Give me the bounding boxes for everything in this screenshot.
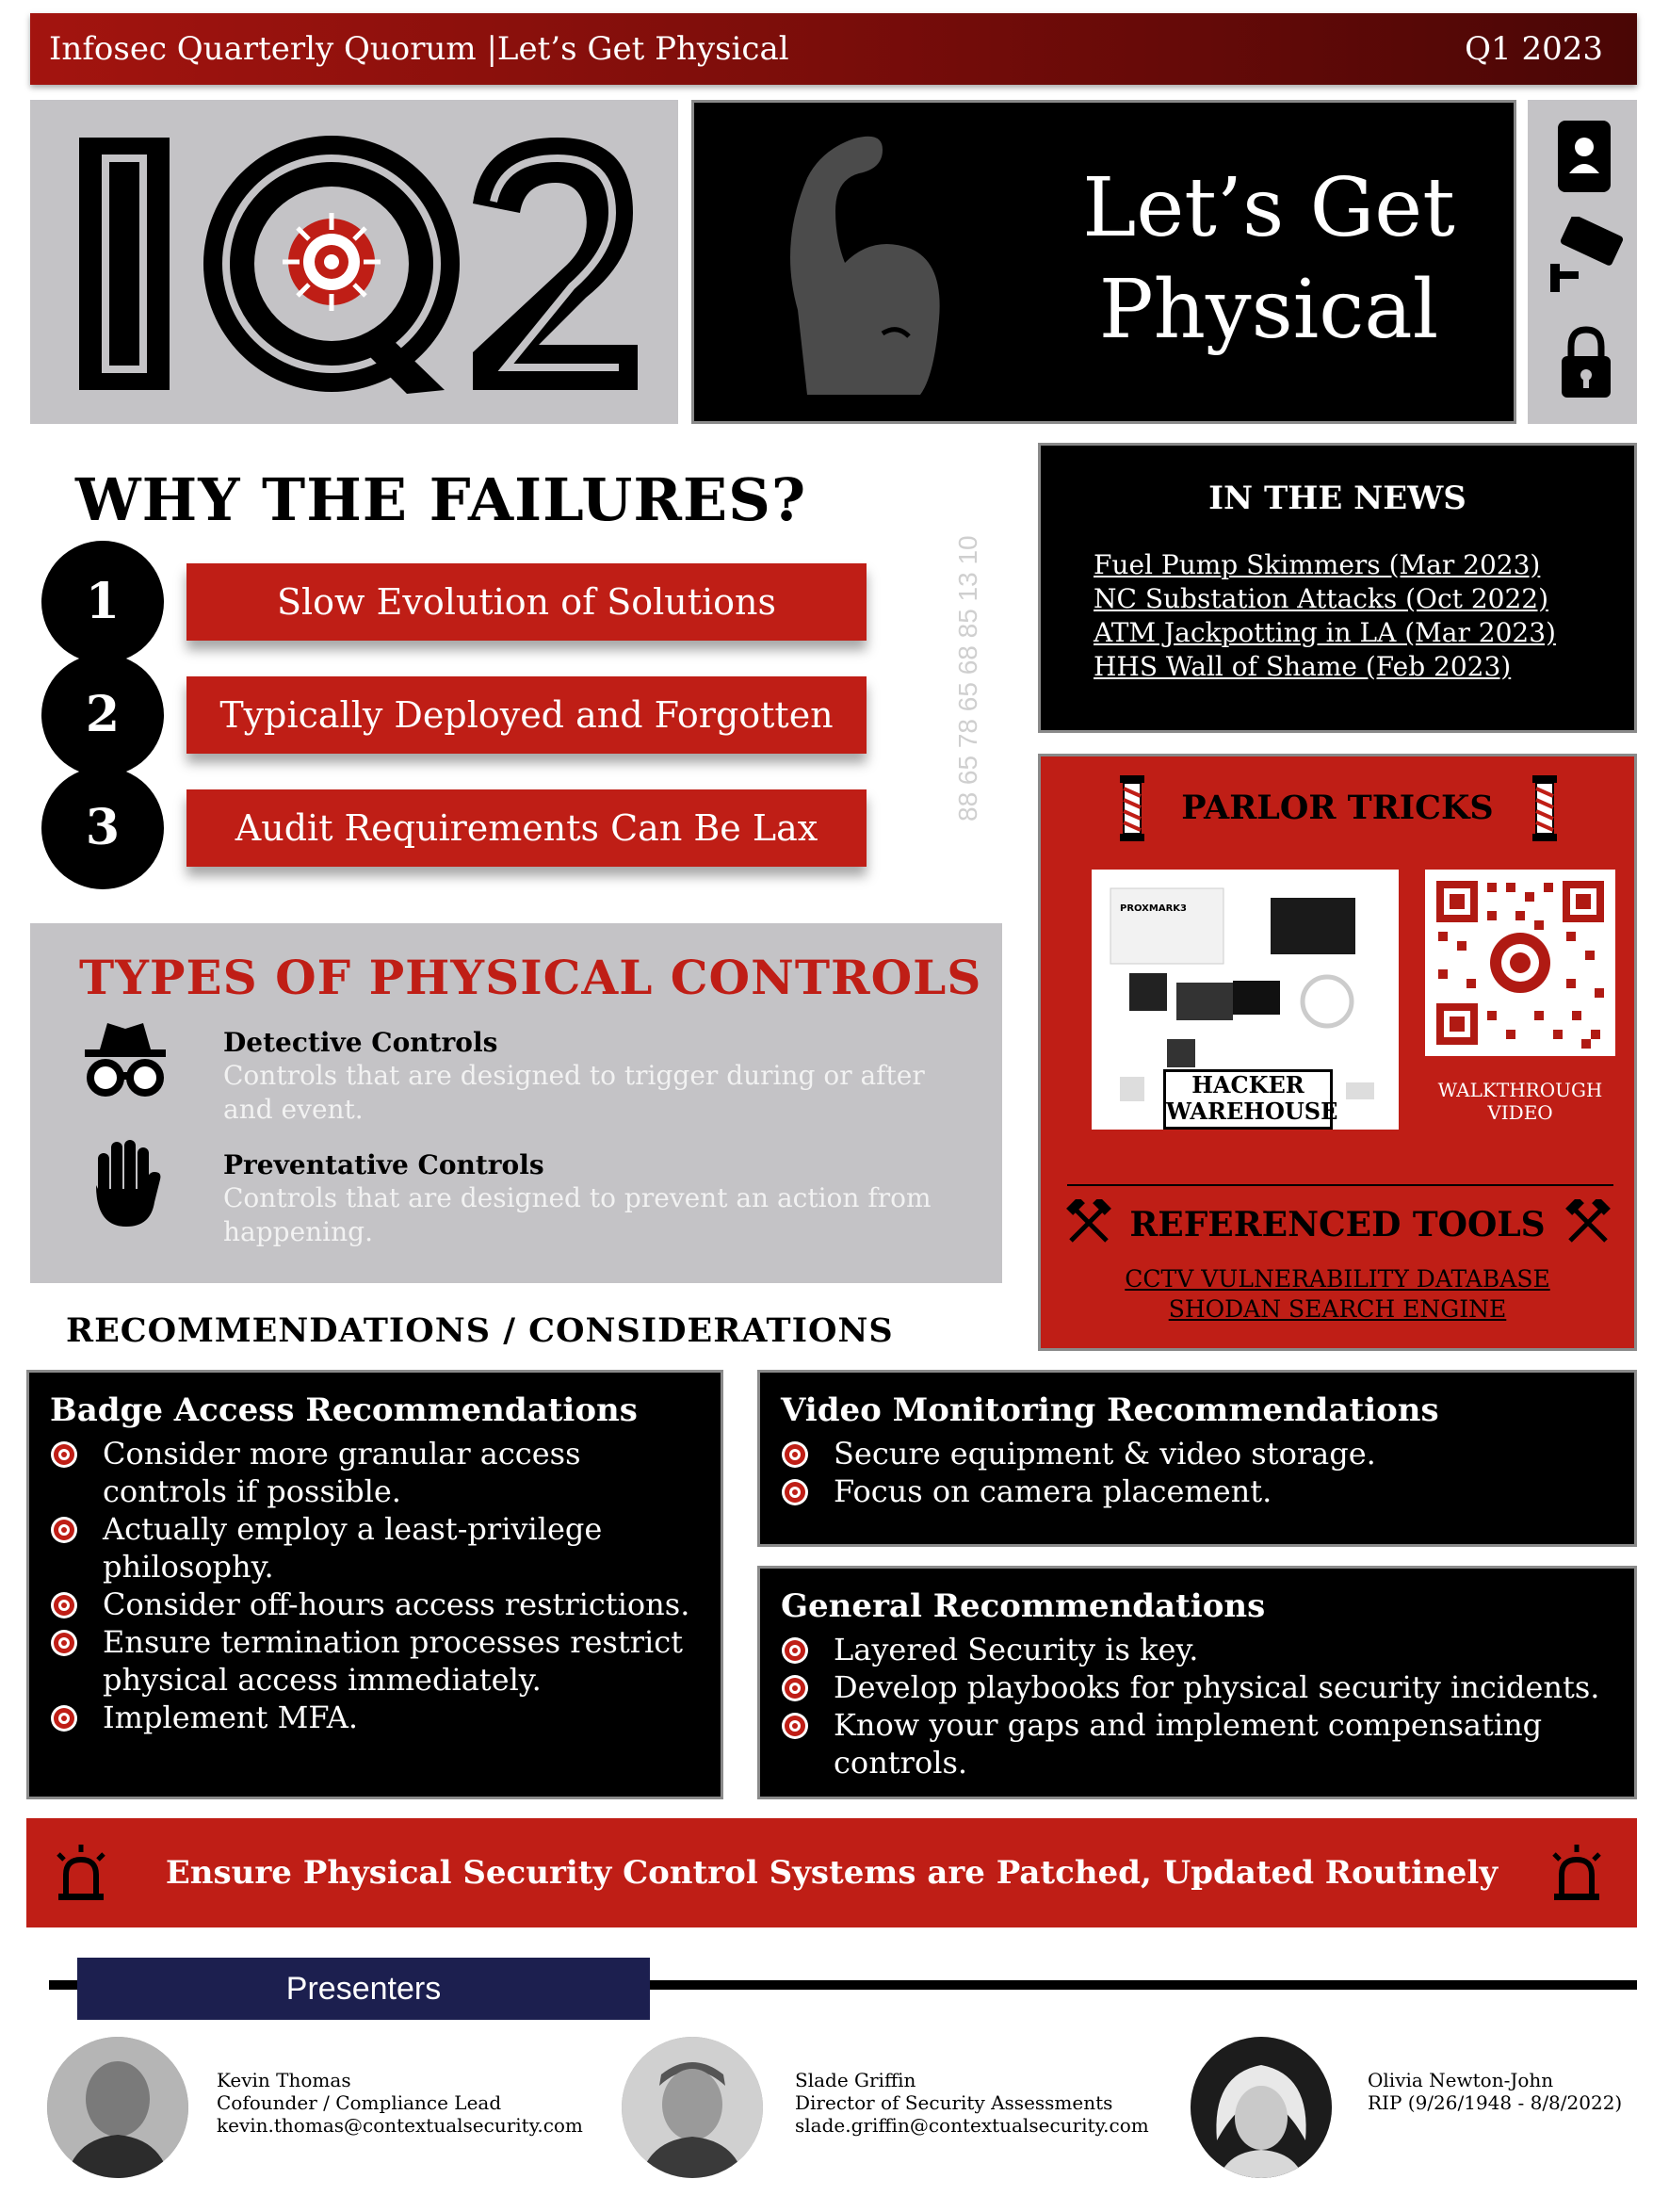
target-bullet-icon bbox=[781, 1440, 809, 1469]
walkthrough-qr-code[interactable] bbox=[1425, 870, 1615, 1056]
target-bullet-icon bbox=[50, 1591, 78, 1619]
vertical-number-string: 88 65 78 65 68 85 13 10 bbox=[953, 535, 982, 821]
list-item bbox=[781, 1706, 1619, 1781]
hero-title-line2: Physical bbox=[1098, 263, 1439, 357]
hero-title bbox=[1061, 157, 1476, 361]
recommendations-title: RECOMMENDATIONS / CONSIDERATIONS bbox=[66, 1311, 894, 1350]
person-portrait-icon bbox=[47, 2037, 188, 2178]
presenter-email[interactable]: slade.griffin@contextualsecurity.com bbox=[795, 2114, 1149, 2137]
reason-3: Audit Requirements Can Be Lax bbox=[186, 789, 867, 867]
hacker-warehouse-line1: HACKER bbox=[1191, 1071, 1304, 1098]
target-bullet-icon bbox=[781, 1478, 809, 1506]
general-item-text: Layered Security is key. bbox=[834, 1632, 1199, 1667]
id-badge-icon bbox=[1556, 119, 1612, 194]
security-icons-column bbox=[1528, 100, 1637, 424]
hacker-warehouse-line2: WAREHOUSE bbox=[1166, 1098, 1338, 1125]
types-title: TYPES OF PHYSICAL CONTROLS bbox=[79, 950, 982, 1005]
presenter-kevin bbox=[217, 2069, 583, 2137]
presenter-olivia bbox=[1368, 2069, 1622, 2114]
video-monitoring-box bbox=[757, 1370, 1637, 1547]
general-item-text: Develop playbooks for physical security incidents. bbox=[834, 1669, 1600, 1705]
parlor-title: PARLOR TRICKS bbox=[1181, 789, 1494, 827]
spy-incognito-icon bbox=[83, 1017, 168, 1102]
walkthrough-video-label: WALKTHROUGH VIDEO bbox=[1437, 1079, 1603, 1124]
reason-number-2: 2 bbox=[41, 654, 164, 776]
flexed-arm-icon bbox=[741, 122, 948, 404]
general-recommendations-box bbox=[757, 1566, 1637, 1799]
header-title: Infosec Quarterly Quorum |Let’s Get Physical bbox=[49, 30, 789, 68]
badge-access-list bbox=[50, 1435, 709, 1736]
avatar-olivia-newton-john bbox=[1191, 2037, 1332, 2178]
list-item bbox=[50, 1623, 709, 1699]
avatar-slade-griffin bbox=[622, 2037, 763, 2178]
hero-panel bbox=[691, 100, 1516, 424]
list-item bbox=[50, 1699, 709, 1736]
person-portrait-icon bbox=[1191, 2037, 1332, 2178]
preventative-controls-heading: Preventative Controls bbox=[223, 1149, 544, 1180]
top-header-bar bbox=[30, 13, 1637, 85]
hero-title-line1: Let’s Get bbox=[1082, 161, 1455, 255]
target-bullet-icon bbox=[50, 1516, 78, 1544]
proxmark-product-image bbox=[1092, 870, 1399, 1130]
badge-item-text: Implement MFA. bbox=[103, 1700, 359, 1735]
presenters-tab: Presenters bbox=[77, 1958, 650, 2020]
parlor-divider bbox=[1067, 1184, 1613, 1186]
list-item bbox=[781, 1668, 1619, 1706]
presenter-name: Olivia Newton-John bbox=[1368, 2069, 1554, 2091]
proxmark-label: PROXMARK3 bbox=[1120, 903, 1187, 914]
list-item bbox=[781, 1472, 1619, 1510]
general-recommendations-title: General Recommendations bbox=[781, 1587, 1266, 1625]
news-link-2[interactable]: NC Substation Attacks (Oct 2022) bbox=[1094, 583, 1549, 614]
target-bullet-icon bbox=[50, 1440, 78, 1469]
news-link-1[interactable]: Fuel Pump Skimmers (Mar 2023) bbox=[1094, 549, 1541, 580]
badge-access-title: Badge Access Recommendations bbox=[50, 1391, 638, 1429]
list-item bbox=[50, 1435, 709, 1510]
detective-controls-desc: Controls that are designed to trigger during or after and event. bbox=[223, 1060, 925, 1125]
detective-controls-heading: Detective Controls bbox=[223, 1027, 498, 1058]
badge-item-text: Consider more granular access controls if possible. bbox=[103, 1436, 581, 1509]
target-bullet-icon bbox=[781, 1712, 809, 1740]
news-link-3[interactable]: ATM Jackpotting in LA (Mar 2023) bbox=[1094, 617, 1556, 648]
presenter-name: Kevin Thomas bbox=[217, 2069, 351, 2091]
hacker-warehouse-logo bbox=[1163, 1069, 1338, 1130]
presenter-role: Cofounder / Compliance Lead bbox=[217, 2091, 502, 2114]
presenter-role: RIP (9/26/1948 - 8/8/2022) bbox=[1368, 2091, 1623, 2114]
iq2-logo-panel bbox=[30, 100, 678, 424]
badge-item-text: Ensure termination processes restrict physical access immediately. bbox=[103, 1624, 684, 1698]
reason-number-3: 3 bbox=[41, 767, 164, 889]
tool-link-cctv[interactable]: CCTV VULNERABILITY DATABASE bbox=[1125, 1265, 1550, 1293]
general-item-text: Know your gaps and implement compensating controls. bbox=[834, 1707, 1543, 1781]
presenter-email[interactable]: kevin.thomas@contextualsecurity.com bbox=[217, 2114, 583, 2137]
video-monitoring-list bbox=[781, 1435, 1619, 1510]
padlock-icon bbox=[1560, 326, 1612, 401]
badge-item-text: Actually employ a least-privilege philosophy. bbox=[103, 1511, 603, 1585]
list-item bbox=[781, 1631, 1619, 1668]
barber-pole-icon-right bbox=[1531, 775, 1559, 841]
preventative-controls-desc: Controls that are designed to prevent an action from happening. bbox=[223, 1182, 932, 1247]
list-item bbox=[781, 1435, 1619, 1472]
parlor-tricks-panel bbox=[1038, 754, 1637, 1351]
tool-link-shodan[interactable]: SHODAN SEARCH ENGINE bbox=[1168, 1295, 1507, 1323]
video-monitoring-title: Video Monitoring Recommendations bbox=[781, 1391, 1439, 1429]
target-bullet-icon bbox=[781, 1636, 809, 1665]
video-item-text: Focus on camera placement. bbox=[834, 1473, 1272, 1509]
list-item bbox=[50, 1586, 709, 1623]
banner-text: Ensure Physical Security Control Systems are Patched, Updated Routinely bbox=[165, 1854, 1499, 1892]
why-failures-title: WHY THE FAILURES? bbox=[75, 465, 807, 534]
presenter-slade bbox=[795, 2069, 1149, 2137]
presenter-name: Slade Griffin bbox=[795, 2069, 916, 2091]
target-bullet-icon bbox=[781, 1674, 809, 1702]
presenter-role: Director of Security Assessments bbox=[795, 2091, 1113, 2114]
crossed-hammers-icon-right bbox=[1564, 1199, 1612, 1246]
header-quarter: Q1 2023 bbox=[1465, 30, 1603, 68]
security-camera-icon bbox=[1545, 217, 1626, 298]
reason-number-1: 1 bbox=[41, 541, 164, 663]
referenced-tools-title: REFERENCED TOOLS bbox=[1129, 1205, 1546, 1244]
iq2-logo bbox=[30, 100, 678, 424]
target-bullet-icon bbox=[50, 1704, 78, 1732]
alarm-siren-icon-right bbox=[1547, 1843, 1607, 1903]
reason-1: Slow Evolution of Solutions bbox=[186, 563, 867, 641]
in-the-news-panel bbox=[1038, 443, 1637, 733]
list-item bbox=[50, 1510, 709, 1586]
person-portrait-icon bbox=[622, 2037, 763, 2178]
video-item-text: Secure equipment & video storage. bbox=[834, 1436, 1376, 1472]
patch-reminder-banner bbox=[26, 1818, 1637, 1927]
general-recommendations-list bbox=[781, 1631, 1619, 1781]
types-of-controls-panel bbox=[30, 923, 1002, 1283]
stop-hand-icon bbox=[85, 1136, 164, 1230]
qr-code-icon bbox=[1425, 870, 1615, 1056]
target-bullet-icon bbox=[50, 1629, 78, 1657]
avatar-kevin-thomas bbox=[47, 2037, 188, 2178]
reason-2: Typically Deployed and Forgotten bbox=[186, 676, 867, 754]
badge-item-text: Consider off-hours access restrictions. bbox=[103, 1586, 690, 1622]
badge-access-box bbox=[26, 1370, 723, 1799]
news-link-4[interactable]: HHS Wall of Shame (Feb 2023) bbox=[1094, 651, 1512, 682]
news-title: IN THE NEWS bbox=[1208, 480, 1466, 517]
